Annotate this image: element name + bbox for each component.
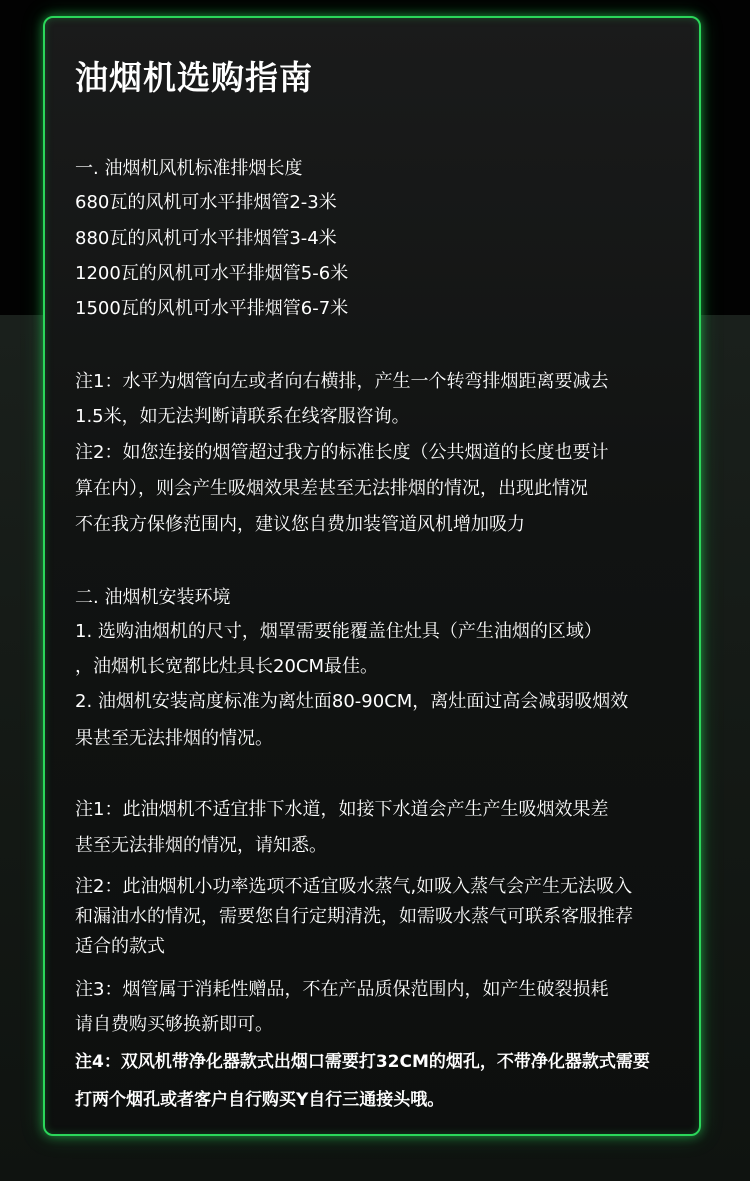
note-line: 请自费购买够换新即可。 (75, 1014, 273, 1035)
text-line: 1200瓦的风机可水平排烟管5-6米 (75, 263, 349, 284)
note-line: 算在内），则会产生吸烟效果差甚至无法排烟的情况，出现此情况 (75, 478, 588, 499)
note-line: 适合的款式 (75, 936, 165, 957)
guide-card (43, 16, 701, 1136)
note-line: 注1：水平为烟管向左或者向右横排，产生一个转弯排烟距离要减去 (75, 371, 609, 392)
text-line: 680瓦的风机可水平排烟管2-3米 (75, 192, 337, 213)
text-line: ，油烟机长宽都比灶具长20CM最佳。 (75, 656, 379, 677)
note-line: 注1：此油烟机不适宜排下水道，如接下水道会产生产生吸烟效果差 (75, 799, 609, 820)
note-line: 注3：烟管属于消耗性赠品，不在产品质保范围内，如产生破裂损耗 (75, 979, 609, 1000)
text-line: 2. 油烟机安装高度标准为离灶面80-90CM，离灶面过高会减弱吸烟效 (75, 691, 629, 712)
note-line: 和漏油水的情况，需要您自行定期清洗，如需吸水蒸气可联系客服推荐 (75, 906, 633, 927)
text-line: 果甚至无法排烟的情况。 (75, 728, 273, 749)
section-heading: 一. 油烟机风机标准排烟长度 (75, 158, 303, 179)
note-line-bold: 注4：双风机带净化器款式出烟口需要打32CM的烟孔，不带净化器款式需要 (75, 1052, 650, 1072)
text-line: 880瓦的风机可水平排烟管3-4米 (75, 228, 337, 249)
text-line: 1500瓦的风机可水平排烟管6-7米 (75, 298, 349, 319)
page-title: 油烟机选购指南 (75, 58, 313, 97)
note-line: 甚至无法排烟的情况，请知悉。 (75, 835, 327, 856)
note-line: 1.5米，如无法判断请联系在线客服咨询。 (75, 406, 410, 427)
note-line: 注2：此油烟机小功率选项不适宜吸水蒸气,如吸入蒸气会产生无法吸入 (75, 876, 633, 897)
text-line: 1. 选购油烟机的尺寸，烟罩需要能覆盖住灶具（产生油烟的区域） (75, 621, 602, 642)
note-line-bold: 打两个烟孔或者客户自行购买Y自行三通接头哦。 (75, 1090, 445, 1110)
note-line: 注2：如您连接的烟管超过我方的标准长度（公共烟道的长度也要计 (75, 442, 609, 463)
note-line: 不在我方保修范围内，建议您自费加装管道风机增加吸力 (75, 514, 525, 535)
section-heading: 二. 油烟机安装环境 (75, 587, 231, 608)
